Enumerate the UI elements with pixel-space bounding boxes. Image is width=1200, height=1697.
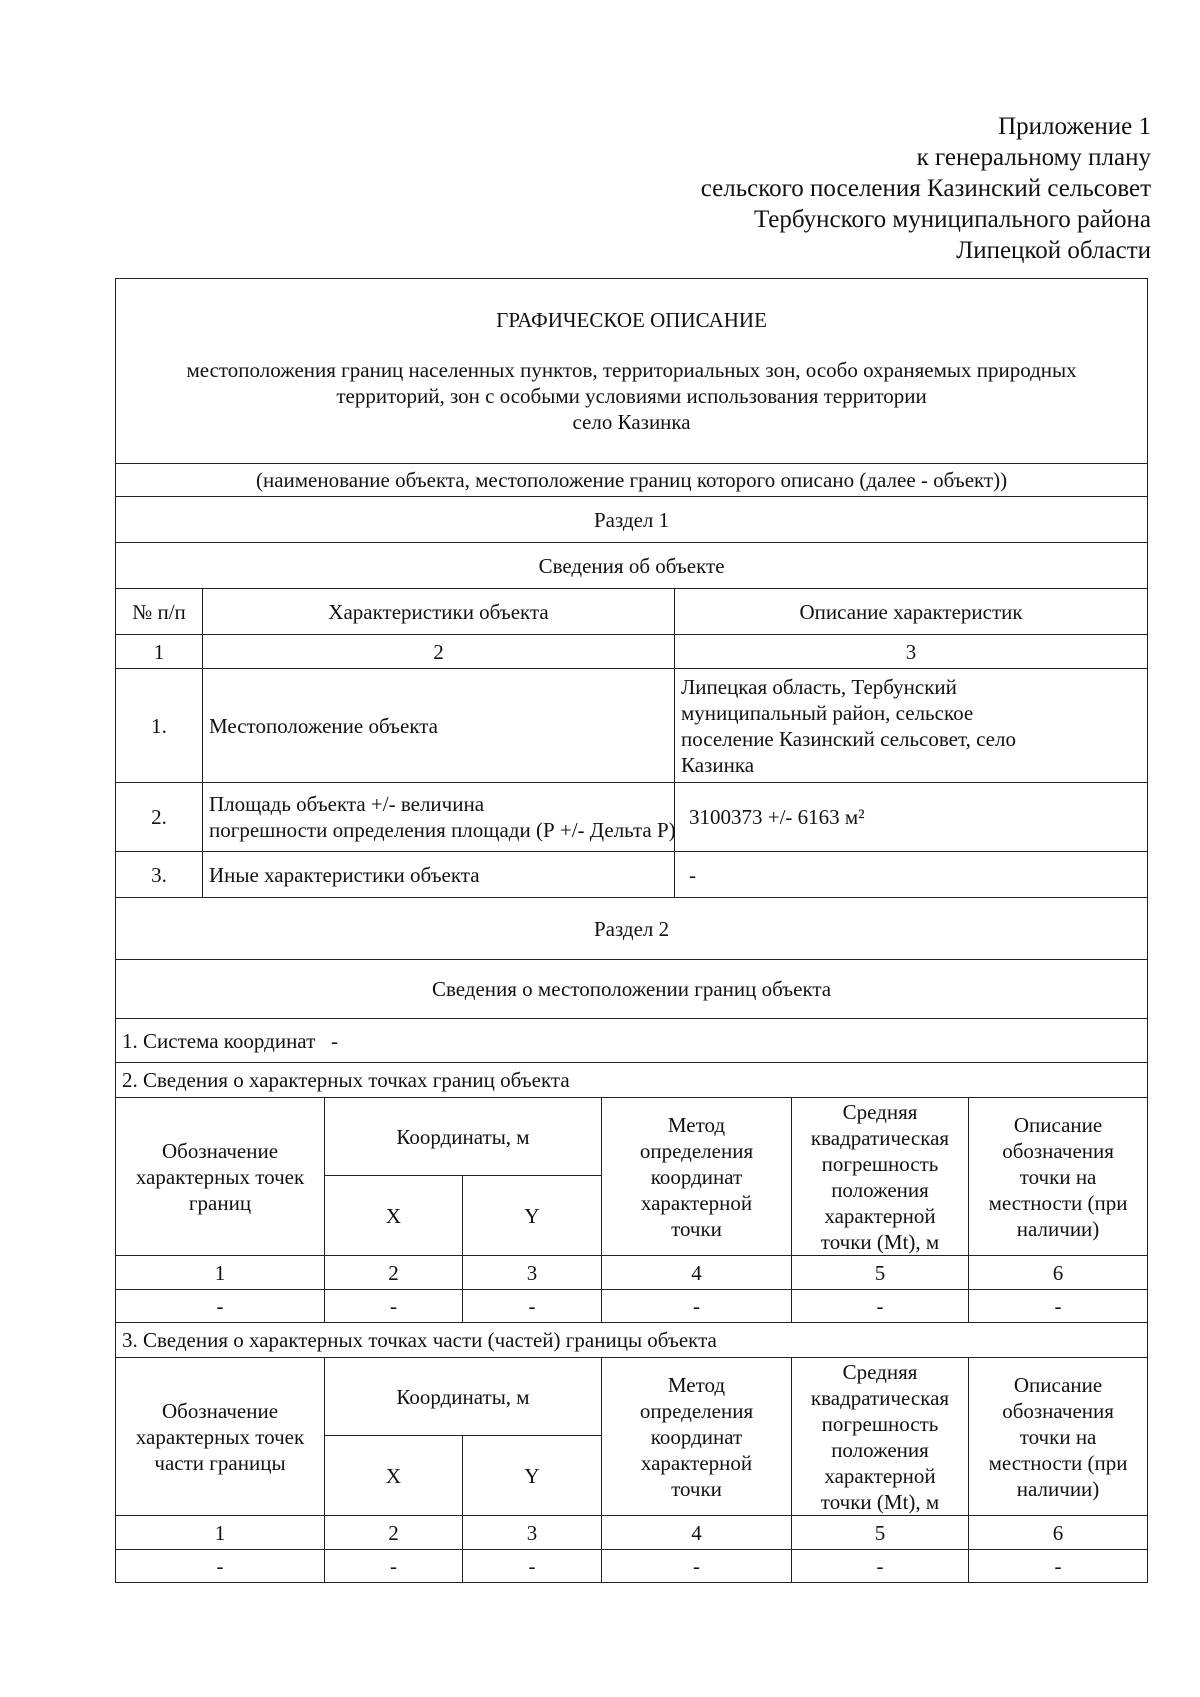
column-number: 1 [116,635,203,669]
name-line: Площадь объекта +/- величина [209,792,485,816]
object-name: село Казинка [572,410,691,434]
header-line: Описание [1013,1372,1103,1397]
characteristic-value: - [675,852,1148,898]
header-line: границ [188,1190,252,1215]
appendix-line: к генеральному плану [916,144,1151,171]
graphic-description-table [115,278,1148,1583]
column-number: 4 [602,1256,792,1290]
header-line: положения [831,1177,929,1202]
document-subtitle-line: местоположения границ населенных пунктов, территориальных зон, особо охраняемых природных [186,358,1077,382]
header-line: характерных точек [135,1424,305,1449]
column-number: 3 [463,1516,602,1550]
row-number: 3. [116,852,203,898]
column-header-y: Y [463,1176,602,1256]
table-cell: - [602,1550,792,1583]
column-number: 5 [792,1256,969,1290]
header-line: характерной [824,1463,936,1488]
value-line: Казинка [681,752,755,777]
header-line: погрешность [821,1151,939,1176]
header-line: Метод [667,1372,726,1397]
table-cell: - [463,1290,602,1323]
column-header-description [969,1358,1148,1516]
header-line: Обозначение [161,1398,279,1423]
column-header-method [602,1098,792,1256]
header-line: Средняя [842,1099,918,1124]
header-line: части границы [154,1450,286,1475]
characteristic-name [203,783,675,852]
table-cell: - [792,1290,969,1323]
table-cell: - [969,1290,1148,1323]
header-line: обозначения [1002,1398,1114,1423]
header-line: наличии) [1016,1216,1100,1241]
column-header-method [602,1358,792,1516]
appendix-header [701,111,1151,266]
column-number: 6 [969,1256,1148,1290]
header-line: характерной [640,1450,753,1475]
parts-section-title: 3. Сведения о характерных точках части (частей) границы объекта [116,1323,1148,1358]
appendix-line: Липецкой области [956,237,1151,264]
column-header-y: Y [463,1436,602,1516]
points-section-title: 2. Сведения о характерных точках границ объекта [116,1063,1148,1098]
appendix-line: сельского поселения Казинский сельсовет [700,175,1151,202]
title-block [116,279,1148,464]
column-header-coordinates: Координаты, м [325,1098,602,1176]
table-cell: - [463,1550,602,1583]
header-line: точки [671,1476,722,1501]
header-line: координат [650,1164,743,1189]
characteristic-name: Иные характеристики объекта [203,852,675,898]
section2-label: Раздел 2 [116,898,1148,960]
column-number: 6 [969,1516,1148,1550]
section2-heading: Сведения о местоположении границ объекта [116,960,1148,1019]
column-header-number: № п/п [116,589,203,635]
section1-label: Раздел 1 [116,497,1148,543]
column-header-x: X [325,1436,463,1516]
characteristic-value [675,669,1148,783]
value-line: Липецкая область, Тербунский [681,674,957,699]
document-subtitle-line: территорий, зон с особыми условиями использования территории [336,384,927,408]
column-header-description: Описание характеристик [675,589,1148,635]
appendix-line: Приложение 1 [998,113,1151,140]
column-header-coordinates: Координаты, м [325,1358,602,1436]
table-cell: - [792,1550,969,1583]
header-line: местности (при [988,1450,1128,1475]
header-line: точки на [1019,1424,1097,1449]
header-line: Описание [1013,1112,1103,1137]
column-header-point [116,1098,325,1256]
header-line: точки [671,1216,722,1241]
value-line: муниципальный район, сельское [681,700,974,725]
table-cell: - [325,1550,463,1583]
header-line: Метод [667,1112,726,1137]
header-line: квадратическая [810,1385,950,1410]
header-line: координат [650,1424,743,1449]
row-number: 1. [116,669,203,783]
header-line: Обозначение [161,1138,279,1163]
header-line: обозначения [1002,1138,1114,1163]
header-line: погрешность [821,1411,939,1436]
column-header-point-part [116,1358,325,1516]
header-line: местности (при [988,1190,1128,1215]
header-line: характерных точек [135,1164,305,1189]
coordinate-system: 1. Система координат - [116,1019,1148,1063]
column-header-description [969,1098,1148,1256]
table-cell: - [325,1290,463,1323]
column-header-x: X [325,1176,463,1256]
characteristic-name: Местоположение объекта [203,669,675,783]
appendix-line: Тербунского муниципального района [753,206,1151,233]
column-number: 2 [325,1516,463,1550]
column-number: 4 [602,1516,792,1550]
column-number: 1 [116,1516,325,1550]
header-line: квадратическая [810,1125,950,1150]
table-cell: - [116,1550,325,1583]
header-line: положения [831,1437,929,1462]
column-header-characteristics: Характеристики объекта [203,589,675,635]
header-line: определения [639,1138,754,1163]
header-line: точки (Mt), м [820,1229,940,1254]
column-number: 5 [792,1516,969,1550]
column-header-error [792,1358,969,1516]
column-number: 1 [116,1256,325,1290]
value-line: поселение Казинский сельсовет, село [681,726,1016,751]
column-header-error [792,1098,969,1256]
header-line: Средняя [842,1359,918,1384]
table-cell: - [116,1290,325,1323]
object-name-note: (наименование объекта, местоположение границ которого описано (далее - объект)) [116,464,1148,497]
characteristic-value: 3100373 +/- 6163 м² [675,783,1148,852]
column-number: 3 [463,1256,602,1290]
document-title: ГРАФИЧЕСКОЕ ОПИСАНИЕ [496,308,767,332]
header-line: характерной [824,1203,936,1228]
header-line: наличии) [1016,1476,1100,1501]
column-number: 3 [675,635,1148,669]
section1-heading: Сведения об объекте [116,543,1148,589]
header-line: определения [639,1398,754,1423]
column-number: 2 [203,635,675,669]
column-number: 2 [325,1256,463,1290]
row-number: 2. [116,783,203,852]
header-line: точки на [1019,1164,1097,1189]
table-cell: - [602,1290,792,1323]
header-line: характерной [640,1190,753,1215]
table-cell: - [969,1550,1148,1583]
header-line: точки (Mt), м [820,1489,940,1514]
name-line: погрешности определения площади (Р +/- Дельта Р) [209,818,676,842]
